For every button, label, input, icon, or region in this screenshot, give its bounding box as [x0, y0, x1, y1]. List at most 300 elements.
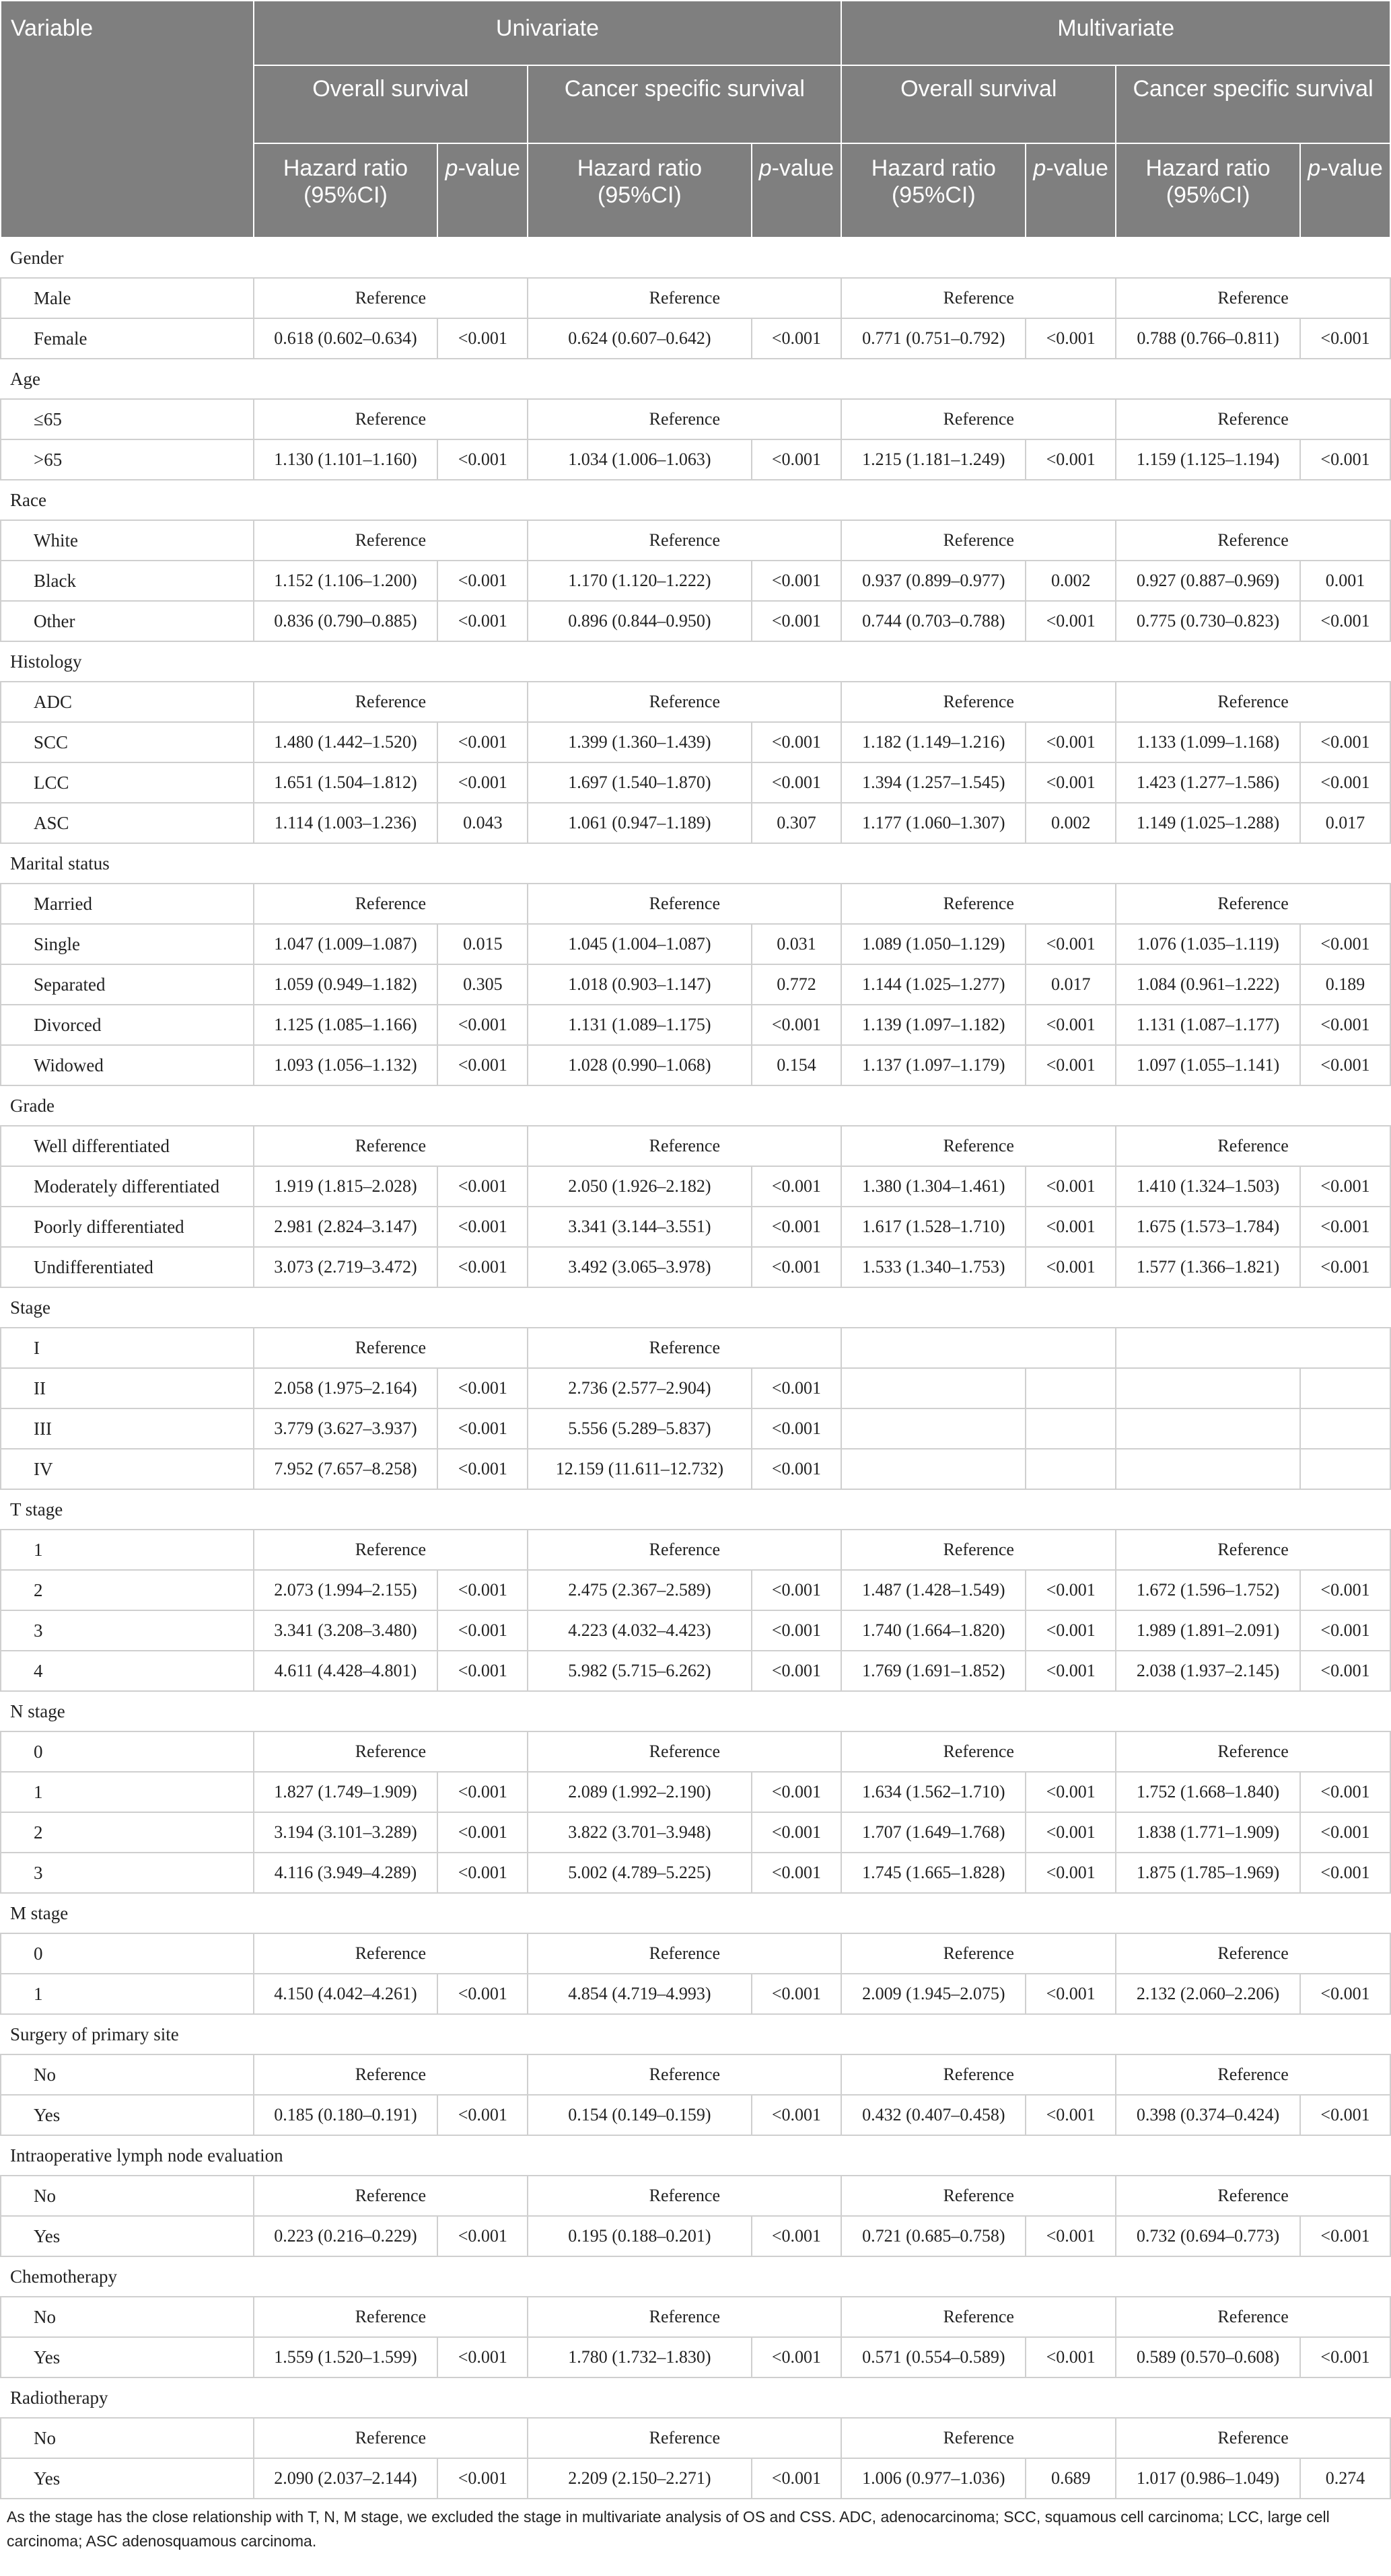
reference-cell: Reference: [528, 1933, 841, 1974]
row-label: Yes: [1, 2095, 254, 2135]
p-letter: p: [1033, 155, 1046, 181]
reference-cell: Reference: [841, 1126, 1116, 1166]
hazard-ratio-cell: 0.624 (0.607–0.642): [528, 318, 751, 359]
row-label: 2: [1, 1570, 254, 1610]
reference-cell: Reference: [528, 1530, 841, 1570]
table-row: [1, 1530, 1390, 1570]
table-row: [1, 1731, 1390, 1772]
p-value-cell: <0.001: [437, 2337, 528, 2377]
row-label: No: [1, 2054, 254, 2095]
table-row: [1, 682, 1390, 722]
p-value-cell: <0.001: [437, 722, 528, 762]
hazard-ratio-cell: 0.571 (0.554–0.589): [841, 2337, 1026, 2377]
row-label: Married: [1, 884, 254, 924]
hazard-ratio-cell: 2.089 (1.992–2.190): [528, 1772, 751, 1812]
hazard-ratio-cell: 1.028 (0.990–1.068): [528, 1045, 751, 1085]
p-value-cell: 0.017: [1300, 803, 1390, 843]
hazard-ratio-cell: [1116, 1408, 1300, 1449]
row-label: Yes: [1, 2216, 254, 2256]
p-value-cell: <0.001: [752, 561, 842, 601]
row-label: >65: [1, 439, 254, 480]
reference-cell: Reference: [1116, 1731, 1390, 1772]
p-value-cell: <0.001: [752, 2216, 842, 2256]
hazard-ratio-cell: 1.697 (1.540–1.870): [528, 762, 751, 803]
p-value-cell: 0.772: [752, 964, 842, 1005]
hazard-ratio-cell: 4.223 (4.032–4.423): [528, 1610, 751, 1651]
p-value-cell: <0.001: [1026, 2337, 1116, 2377]
group-row: [1, 1489, 1390, 1530]
table-row: [1, 722, 1390, 762]
table-row: [1, 1408, 1390, 1449]
hazard-ratio-cell: 4.150 (4.042–4.261): [254, 1974, 438, 2014]
p-value-cell: <0.001: [1300, 439, 1390, 480]
table-row: [1, 2418, 1390, 2458]
reference-cell: Reference: [1116, 1933, 1390, 1974]
p-value-cell: <0.001: [1300, 318, 1390, 359]
p-value-cell: <0.001: [437, 1853, 528, 1893]
hazard-ratio-cell: 1.827 (1.749–1.909): [254, 1772, 438, 1812]
reference-cell: Reference: [841, 520, 1116, 561]
header-p-value: [752, 143, 842, 238]
table-row: [1, 1449, 1390, 1489]
p-value-cell: 0.015: [437, 924, 528, 964]
reference-cell: Reference: [528, 2176, 841, 2216]
p-value-cell: <0.001: [752, 439, 842, 480]
row-label: Yes: [1, 2337, 254, 2377]
p-value-cell: <0.001: [752, 2458, 842, 2499]
hazard-ratio-cell: 1.875 (1.785–1.969): [1116, 1853, 1300, 1893]
p-value-cell: [1026, 1449, 1116, 1489]
hazard-ratio-cell: 1.139 (1.097–1.182): [841, 1005, 1026, 1045]
p-value-cell: 0.001: [1300, 561, 1390, 601]
p-value-cell: <0.001: [752, 1368, 842, 1408]
group-row: [1, 2135, 1390, 2176]
row-label: No: [1, 2176, 254, 2216]
hazard-ratio-cell: 1.159 (1.125–1.194): [1116, 439, 1300, 480]
group-label: T stage: [1, 1489, 1390, 1530]
p-letter: p: [1308, 155, 1321, 181]
hazard-ratio-cell: 1.651 (1.504–1.812): [254, 762, 438, 803]
p-value-cell: <0.001: [1026, 2216, 1116, 2256]
reference-cell: Reference: [841, 2054, 1116, 2095]
row-label: 3: [1, 1610, 254, 1651]
p-value-cell: <0.001: [1026, 1812, 1116, 1853]
row-label: Divorced: [1, 1005, 254, 1045]
p-value-cell: 0.017: [1026, 964, 1116, 1005]
p-value-cell: 0.307: [752, 803, 842, 843]
hazard-ratio-cell: 3.341 (3.208–3.480): [254, 1610, 438, 1651]
group-row: [1, 2014, 1390, 2054]
reference-cell: Reference: [528, 2297, 841, 2337]
group-label: Grade: [1, 1085, 1390, 1126]
hazard-ratio-cell: 0.721 (0.685–0.758): [841, 2216, 1026, 2256]
p-value-cell: <0.001: [437, 762, 528, 803]
hazard-ratio-cell: 1.672 (1.596–1.752): [1116, 1570, 1300, 1610]
hazard-ratio-cell: 4.116 (3.949–4.289): [254, 1853, 438, 1893]
table-row: [1, 2458, 1390, 2499]
hazard-ratio-cell: 0.618 (0.602–0.634): [254, 318, 438, 359]
hazard-ratio-cell: 3.492 (3.065–3.978): [528, 1247, 751, 1287]
p-value-cell: <0.001: [437, 2458, 528, 2499]
group-label: Chemotherapy: [1, 2256, 1390, 2297]
hazard-ratio-cell: 4.611 (4.428–4.801): [254, 1651, 438, 1691]
hazard-ratio-cell: 12.159 (11.611–12.732): [528, 1449, 751, 1489]
reference-cell: Reference: [1116, 2054, 1390, 2095]
hazard-ratio-cell: 2.009 (1.945–2.075): [841, 1974, 1026, 2014]
table-row: [1, 1368, 1390, 1408]
row-label: Moderately differentiated: [1, 1166, 254, 1207]
p-value-cell: <0.001: [1300, 2216, 1390, 2256]
hazard-ratio-cell: 0.927 (0.887–0.969): [1116, 561, 1300, 601]
hazard-ratio-cell: 1.125 (1.085–1.166): [254, 1005, 438, 1045]
hazard-ratio-cell: 0.589 (0.570–0.608): [1116, 2337, 1300, 2377]
hazard-ratio-cell: 1.017 (0.986–1.049): [1116, 2458, 1300, 2499]
group-label: Age: [1, 359, 1390, 399]
reference-cell: Reference: [528, 682, 841, 722]
p-value-cell: 0.002: [1026, 803, 1116, 843]
hazard-ratio-cell: 2.736 (2.577–2.904): [528, 1368, 751, 1408]
hazard-ratio-cell: 1.097 (1.055–1.141): [1116, 1045, 1300, 1085]
reference-cell: Reference: [1116, 1530, 1390, 1570]
table-row: [1, 1045, 1390, 1085]
reference-cell: Reference: [254, 1731, 528, 1772]
hazard-ratio-cell: 1.093 (1.056–1.132): [254, 1045, 438, 1085]
hazard-ratio-cell: 0.432 (0.407–0.458): [841, 2095, 1026, 2135]
p-value-cell: <0.001: [1300, 1974, 1390, 2014]
hazard-ratio-cell: 1.634 (1.562–1.710): [841, 1772, 1026, 1812]
reference-cell: Reference: [254, 1328, 528, 1368]
reference-cell: Reference: [528, 1328, 841, 1368]
hazard-ratio-cell: 1.089 (1.050–1.129): [841, 924, 1026, 964]
row-label: I: [1, 1328, 254, 1368]
group-row: [1, 1085, 1390, 1126]
p-value-suffix: -value: [771, 155, 834, 181]
header-hazard-ratio: Hazard ratio (95%CI): [1116, 143, 1300, 238]
row-label: SCC: [1, 722, 254, 762]
p-value-cell: <0.001: [752, 2095, 842, 2135]
p-value-cell: <0.001: [752, 601, 842, 641]
table-header: [1, 1, 1390, 238]
p-value-cell: <0.001: [1026, 1247, 1116, 1287]
p-value-cell: <0.001: [1300, 1651, 1390, 1691]
table-row: [1, 1570, 1390, 1610]
group-row: [1, 238, 1390, 278]
row-label: 0: [1, 1731, 254, 1772]
header-univariate: Univariate: [254, 1, 842, 65]
group-row: [1, 480, 1390, 520]
p-value-cell: <0.001: [1026, 722, 1116, 762]
p-value-cell: <0.001: [1300, 2095, 1390, 2135]
table-row: [1, 1812, 1390, 1853]
hazard-ratio-cell: 1.047 (1.009–1.087): [254, 924, 438, 964]
hazard-ratio-cell: 1.018 (0.903–1.147): [528, 964, 751, 1005]
hazard-ratio-cell: 2.073 (1.994–2.155): [254, 1570, 438, 1610]
header-hazard-ratio: Hazard ratio (95%CI): [254, 143, 438, 238]
p-value-cell: <0.001: [1300, 1247, 1390, 1287]
p-value-cell: <0.001: [752, 1812, 842, 1853]
p-value-cell: <0.001: [752, 1610, 842, 1651]
hazard-ratio-cell: 1.617 (1.528–1.710): [841, 1207, 1026, 1247]
p-value-cell: 0.189: [1300, 964, 1390, 1005]
p-value-cell: <0.001: [1300, 1853, 1390, 1893]
group-label: M stage: [1, 1893, 1390, 1933]
p-value-suffix: -value: [458, 155, 521, 181]
p-value-cell: <0.001: [752, 1651, 842, 1691]
reference-cell: Reference: [254, 1126, 528, 1166]
p-value-cell: <0.001: [1026, 601, 1116, 641]
hazard-ratio-cell: 2.050 (1.926–2.182): [528, 1166, 751, 1207]
reference-cell: Reference: [841, 1530, 1116, 1570]
p-value-cell: <0.001: [437, 561, 528, 601]
group-label: Intraoperative lymph node evaluation: [1, 2135, 1390, 2176]
table-row: [1, 1328, 1390, 1368]
header-uni-os: Overall survival: [254, 65, 528, 143]
p-value-cell: <0.001: [1300, 2337, 1390, 2377]
p-value-cell: <0.001: [1300, 1570, 1390, 1610]
reference-cell: Reference: [254, 2054, 528, 2095]
reference-cell: Reference: [1116, 278, 1390, 318]
p-value-cell: [1026, 1368, 1116, 1408]
hazard-ratio-cell: 1.559 (1.520–1.599): [254, 2337, 438, 2377]
group-label: Radiotherapy: [1, 2377, 1390, 2418]
hazard-ratio-cell: [1116, 1449, 1300, 1489]
hazard-ratio-cell: 1.152 (1.106–1.200): [254, 561, 438, 601]
header-p-value: [1300, 143, 1390, 238]
hazard-ratio-cell: 1.131 (1.087–1.177): [1116, 1005, 1300, 1045]
reference-cell: Reference: [1116, 682, 1390, 722]
p-value-cell: <0.001: [752, 2337, 842, 2377]
p-value-cell: <0.001: [437, 1166, 528, 1207]
row-label: II: [1, 1368, 254, 1408]
p-value-cell: <0.001: [1300, 722, 1390, 762]
table-row: [1, 1651, 1390, 1691]
hazard-ratio-cell: 2.475 (2.367–2.589): [528, 1570, 751, 1610]
p-value-cell: <0.001: [1300, 1045, 1390, 1085]
p-value-cell: <0.001: [437, 1651, 528, 1691]
reference-cell: Reference: [528, 2054, 841, 2095]
p-value-cell: <0.001: [1026, 1005, 1116, 1045]
hazard-ratio-cell: 1.034 (1.006–1.063): [528, 439, 751, 480]
row-label: 1: [1, 1772, 254, 1812]
hazard-ratio-cell: 1.133 (1.099–1.168): [1116, 722, 1300, 762]
reference-cell: Reference: [1116, 884, 1390, 924]
reference-cell: Reference: [528, 520, 841, 561]
group-row: [1, 843, 1390, 884]
p-value-cell: <0.001: [1026, 1570, 1116, 1610]
hazard-ratio-cell: 3.779 (3.627–3.937): [254, 1408, 438, 1449]
p-value-cell: <0.001: [1026, 1651, 1116, 1691]
hazard-ratio-cell: 1.130 (1.101–1.160): [254, 439, 438, 480]
row-label: Black: [1, 561, 254, 601]
hazard-ratio-cell: 0.775 (0.730–0.823): [1116, 601, 1300, 641]
p-value-cell: <0.001: [1026, 439, 1116, 480]
hazard-ratio-cell: 1.006 (0.977–1.036): [841, 2458, 1026, 2499]
hazard-ratio-cell: 0.788 (0.766–0.811): [1116, 318, 1300, 359]
row-label: 3: [1, 1853, 254, 1893]
row-label: Other: [1, 601, 254, 641]
p-value-cell: [1026, 1408, 1116, 1449]
p-value-cell: <0.001: [1300, 924, 1390, 964]
p-value-cell: <0.001: [437, 318, 528, 359]
hazard-ratio-cell: 0.154 (0.149–0.159): [528, 2095, 751, 2135]
p-value-cell: <0.001: [437, 2095, 528, 2135]
row-label: Yes: [1, 2458, 254, 2499]
hazard-ratio-cell: 0.195 (0.188–0.201): [528, 2216, 751, 2256]
p-value-cell: [1300, 1368, 1390, 1408]
table-row: [1, 924, 1390, 964]
row-label: Male: [1, 278, 254, 318]
reference-cell: Reference: [1116, 2418, 1390, 2458]
p-value-cell: <0.001: [1300, 1772, 1390, 1812]
table-row: [1, 1126, 1390, 1166]
table-row: [1, 318, 1390, 359]
table-row: [1, 2297, 1390, 2337]
p-value-cell: [1300, 1408, 1390, 1449]
p-value-cell: <0.001: [752, 1974, 842, 2014]
hazard-ratio-cell: 1.177 (1.060–1.307): [841, 803, 1026, 843]
hazard-ratio-cell: 0.732 (0.694–0.773): [1116, 2216, 1300, 2256]
empty-cell: [841, 1328, 1116, 1368]
hazard-ratio-cell: 2.058 (1.975–2.164): [254, 1368, 438, 1408]
reference-cell: Reference: [841, 2297, 1116, 2337]
p-value-cell: <0.001: [437, 1368, 528, 1408]
reference-cell: Reference: [528, 884, 841, 924]
p-value-cell: <0.001: [1026, 762, 1116, 803]
reference-cell: Reference: [254, 2418, 528, 2458]
p-value-cell: 0.274: [1300, 2458, 1390, 2499]
row-label: ADC: [1, 682, 254, 722]
p-value-cell: <0.001: [752, 722, 842, 762]
hazard-ratio-cell: [1116, 1368, 1300, 1408]
table-row: [1, 2054, 1390, 2095]
p-value-cell: <0.001: [1026, 1610, 1116, 1651]
p-value-cell: <0.001: [437, 1449, 528, 1489]
hazard-ratio-cell: 0.836 (0.790–0.885): [254, 601, 438, 641]
header-multivariate: Multivariate: [841, 1, 1390, 65]
reference-cell: Reference: [254, 399, 528, 439]
row-label: Poorly differentiated: [1, 1207, 254, 1247]
row-label: 0: [1, 1933, 254, 1974]
p-value-cell: <0.001: [437, 1570, 528, 1610]
hazard-ratio-cell: 1.838 (1.771–1.909): [1116, 1812, 1300, 1853]
table-row: [1, 2095, 1390, 2135]
group-row: [1, 641, 1390, 682]
p-value-cell: 0.043: [437, 803, 528, 843]
hazard-ratio-cell: 1.215 (1.181–1.249): [841, 439, 1026, 480]
reference-cell: Reference: [841, 1731, 1116, 1772]
p-value-cell: <0.001: [1300, 762, 1390, 803]
row-label: III: [1, 1408, 254, 1449]
p-letter: p: [445, 155, 458, 181]
row-label: No: [1, 2418, 254, 2458]
p-value-cell: <0.001: [437, 1005, 528, 1045]
p-value-cell: 0.154: [752, 1045, 842, 1085]
hazard-ratio-cell: [841, 1408, 1026, 1449]
row-label: White: [1, 520, 254, 561]
hazard-ratio-cell: 1.144 (1.025–1.277): [841, 964, 1026, 1005]
p-value-cell: 0.689: [1026, 2458, 1116, 2499]
p-value-cell: <0.001: [752, 1853, 842, 1893]
reference-cell: Reference: [254, 1933, 528, 1974]
reference-cell: Reference: [254, 682, 528, 722]
hazard-ratio-cell: 1.149 (1.025–1.288): [1116, 803, 1300, 843]
table-row: [1, 278, 1390, 318]
table-row: [1, 1247, 1390, 1287]
row-label: Single: [1, 924, 254, 964]
p-value-cell: 0.305: [437, 964, 528, 1005]
table-row: [1, 2337, 1390, 2377]
p-value-cell: <0.001: [437, 1772, 528, 1812]
row-label: 4: [1, 1651, 254, 1691]
hazard-ratio-cell: 0.937 (0.899–0.977): [841, 561, 1026, 601]
reference-cell: Reference: [1116, 2297, 1390, 2337]
header-hazard-ratio: Hazard ratio (95%CI): [841, 143, 1026, 238]
p-value-cell: <0.001: [752, 1207, 842, 1247]
p-value-suffix: -value: [1046, 155, 1108, 181]
hazard-ratio-cell: 1.399 (1.360–1.439): [528, 722, 751, 762]
reference-cell: Reference: [1116, 2176, 1390, 2216]
p-letter: p: [758, 155, 772, 181]
group-row: [1, 2377, 1390, 2418]
table-row: [1, 2216, 1390, 2256]
row-label: LCC: [1, 762, 254, 803]
row-label: 1: [1, 1530, 254, 1570]
reference-cell: Reference: [528, 1126, 841, 1166]
p-value-suffix: -value: [1320, 155, 1383, 181]
table-row: [1, 439, 1390, 480]
reference-cell: Reference: [254, 520, 528, 561]
reference-cell: Reference: [1116, 399, 1390, 439]
reference-cell: Reference: [528, 278, 841, 318]
hazard-ratio-cell: 3.341 (3.144–3.551): [528, 1207, 751, 1247]
p-value-cell: <0.001: [437, 2216, 528, 2256]
p-value-cell: <0.001: [752, 762, 842, 803]
group-label: N stage: [1, 1691, 1390, 1731]
header-p-value: [1026, 143, 1116, 238]
table-row: [1, 1853, 1390, 1893]
hazard-ratio-cell: 1.137 (1.097–1.179): [841, 1045, 1026, 1085]
p-value-cell: <0.001: [752, 318, 842, 359]
hazard-ratio-cell: 1.752 (1.668–1.840): [1116, 1772, 1300, 1812]
hazard-ratio-cell: 1.423 (1.277–1.586): [1116, 762, 1300, 803]
hazard-ratio-cell: 2.132 (2.060–2.206): [1116, 1974, 1300, 2014]
hazard-ratio-cell: 1.675 (1.573–1.784): [1116, 1207, 1300, 1247]
table-row: [1, 2176, 1390, 2216]
p-value-cell: <0.001: [1300, 1166, 1390, 1207]
hazard-ratio-cell: 4.854 (4.719–4.993): [528, 1974, 751, 2014]
p-value-cell: <0.001: [437, 601, 528, 641]
p-value-cell: <0.001: [1300, 1005, 1390, 1045]
row-label: No: [1, 2297, 254, 2337]
p-value-cell: <0.001: [437, 1812, 528, 1853]
p-value-cell: <0.001: [1026, 2095, 1116, 2135]
hazard-ratio-cell: 1.059 (0.949–1.182): [254, 964, 438, 1005]
reference-cell: Reference: [1116, 1126, 1390, 1166]
hazard-ratio-cell: [841, 1449, 1026, 1489]
group-row: [1, 1691, 1390, 1731]
hazard-ratio-cell: 1.084 (0.961–1.222): [1116, 964, 1300, 1005]
p-value-cell: <0.001: [752, 1449, 842, 1489]
row-label: IV: [1, 1449, 254, 1489]
p-value-cell: <0.001: [1026, 1772, 1116, 1812]
p-value-cell: <0.001: [437, 1974, 528, 2014]
header-multi-os: Overall survival: [841, 65, 1116, 143]
table-row: [1, 1166, 1390, 1207]
hazard-ratio-cell: 5.556 (5.289–5.837): [528, 1408, 751, 1449]
reference-cell: Reference: [841, 2176, 1116, 2216]
hazard-ratio-cell: 2.038 (1.937–2.145): [1116, 1651, 1300, 1691]
group-label: Marital status: [1, 843, 1390, 884]
